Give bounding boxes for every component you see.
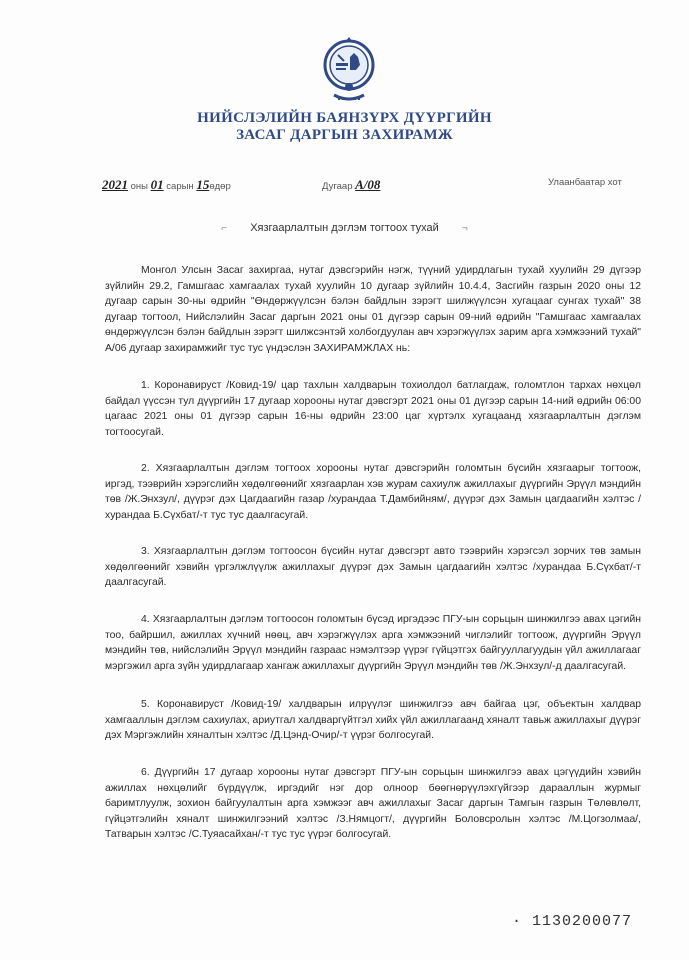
serial-number-stamp: · 1130200077 — [512, 913, 633, 930]
order-item-1: 1. Коронавируст /Ковид-19/ цар тахлын халдварын тохиолдол батлагдаж, голомтлон тархах нөхцөл байдал үүссэн тул дүүргийн 17 дугаар хорооны нутаг дэвсгэрт 2021 оны 01 дүгээр сарын 14-ний өдрийн 06:00 цагаас 2021 оны 01 дүгээр сарын 16-ны өдрийн 23:00 цаг хүртэлх хугацаанд хязгаарлалтын дэглэм тогтоосугай. — [105, 380, 641, 438]
order-item-5: 5. Коронавируст /Ковид-19/ халдварын илрүүлэг шинжилгээ авч байгаа цэг, объектын халдвар хамгааллын дэглэм сахиулах, ариутгал халдваргүйтгэл хийх үйл ажиллагаанд хяналт тавьж ажиллахыг дүүрэг дэх Мэргэжлийн хяналтын хэлтэс /Д.Цэнд-Очир/-т үүрэг болгосугай. — [105, 699, 641, 742]
order-item-2: 2. Хязгаарлалтын дэглэм тогтоох хорооны нутаг дэвсгэрийн голомтын бүсийн хязгаарыг тогтоож, иргэд, тээврийн хэрэгслийн хөдөлгөөнийг хязгаарлан хэв журам сахиулж ажиллахыг дүүргийн Эрүүл мэндийн төв /Ж.Энхзул/, дүүрэг дэх Цагдаагийн газар /хурандаа Т.Дамбийням/, дүүрэг дэх Замын цагдаагийн хэлтэс /хурандаа Б.Сүхбат/-т тус тус даалгасугай. — [105, 463, 641, 521]
document-date: 2021 оны 01 сарын 15өдөр — [102, 177, 231, 192]
document-number-value: А/08 — [355, 177, 381, 192]
document-title: Хязгаарлалтын дэглэм тогтоох тухай — [250, 222, 439, 234]
corner-mark-left: ⌐ — [221, 223, 228, 234]
state-emblem-icon — [320, 35, 378, 107]
order-item-3: 3. Хязгаарлалтын дэглэм тогтоосон бүсийн нутаг дэвсгэрт авто тээврийн хэрэгсэл зорчих төв замын хөдөлгөөнийг хэвийн үргэлжлүүлж ажиллахыг дүүрэг дэх Замын цагдаагийн хэлтэс /хурандаа Б.Сүхбат/-т даалгасугай. — [105, 546, 641, 589]
corner-mark-right: ¬ — [461, 223, 468, 234]
preamble-paragraph: Монгол Улсын Засаг захиргаа, нутаг дэвсгэрийн нэгж, түүний удирдлагын тухай хуулийн 29 дүгээр зүйлийн 29.2, Гамшгаас хамгаалах тухай хуулийн 10 дугаар зүйлийн 10.4.4, Засгийн газрын 2020 оны 12 дугаар сарын 30-ны өдрийн "Өндөржүүлсэн бэлэн байдлын зэрэгт шилжүүлсэн хугацааг сунгах тухай" 38 дугаар тогтоол, Нийслэлийн Засаг даргын 2021 оны 01 дүгээр сарын 09-ний өдрийн "Гамшгаас хамгаалах өндөржүүлсэн бэлэн байдлын зэрэгт шилжсэнтэй холбогдуулан авч хэрэгжүүлэх зарим арга хэмжээний тухай" А/06 дугаар захирамжийг тус тус үндэслэн ЗАХИРАМЖЛАХ нь: — [105, 265, 641, 354]
issuing-organization: НИЙСЛЭЛИЙН БАЯНЗҮРХ ДҮҮРГИЙН — [197, 110, 492, 126]
date-year: 2021 — [102, 177, 128, 192]
date-month: 01 — [150, 177, 164, 192]
document-type: ЗАСАГ ДАРГЫН ЗАХИРАМЖ — [236, 127, 453, 143]
document-city: Улаанбаатар хот — [548, 177, 622, 188]
date-day: 15 — [196, 177, 210, 192]
order-item-4: 4. Хязгаарлалтын дэглэм тогтоосон голомтын бүсэд иргэдээс ПГУ-ын сорьцын шинжилгээ авах цэгийн тоо, байршил, ажиллах хүчний нөөц, авч хэрэгжүүлэх арга хэмжээний чиглэлийг тогтоож, дүүргийн Эрүүл мэндийн төв, нийслэлийн Эрүүл мэндийн газраас нэмэлтээр үүрэг гүйцэтгэх байгууллагуудын үйл ажиллагааг мэргэжил арга зүйн удирдлагаар хангаж ажиллахыг дүүргийн Эрүүл мэндийн төв /Ж.Энхзул/-д даалгасугай. — [105, 614, 641, 672]
order-item-6: 6. Дүүргийн 17 дугаар хорооны нутаг дэвсгэрт ПГУ-ын сорьцын шинжилгээ авах цэгүүдийн хэвийн ажиллах нөхцөлийг бүрдүүлж, иргэдийг нэг дор олноор бөөгнөрүүлэхгүйгээр дарааллын журмыг баримтлуулж, зохион байгуулалтын арга хэмжээг авч ажиллахыг Засаг даргын Тамгын газрын Төлөвлөлт, гүйцэтгэлийн хяналт шинжилгээний хэлтэс /З.Нямцогт/, дүүргийн Боловсролын хэлтэс /М.Цогзолмаа/, Татварын хэлтэс /С.Туяасайхан/-т тус тус үүрэг болгосугай. — [105, 767, 641, 841]
document-number: Дугаар А/08 — [322, 177, 381, 192]
document-title-row — [0, 222, 689, 234]
